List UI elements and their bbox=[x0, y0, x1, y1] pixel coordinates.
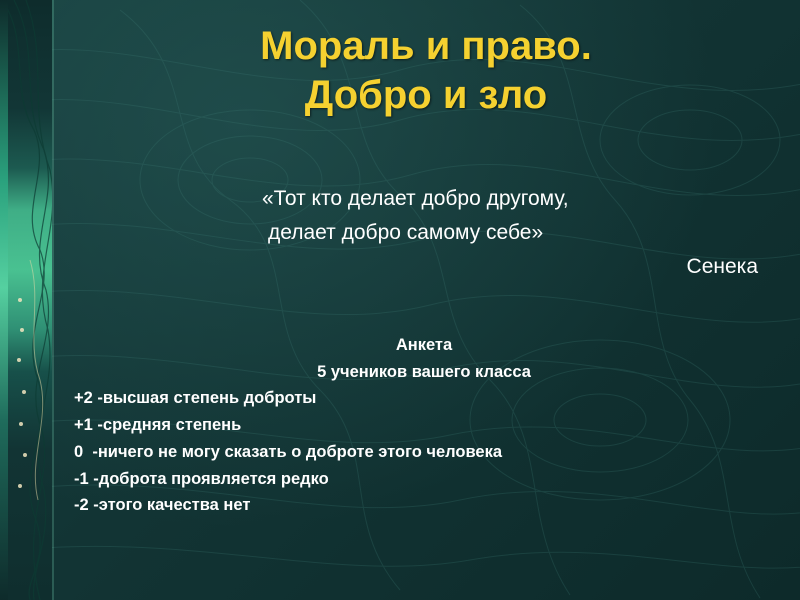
quote-line-1: «Тот кто делает добро другому, bbox=[262, 187, 569, 210]
survey-scale-item: +1 -средняя степень bbox=[74, 416, 242, 435]
survey-block bbox=[74, 332, 774, 519]
quote-block bbox=[262, 182, 782, 284]
survey-heading: Анкета bbox=[395, 336, 453, 354]
slide-title-line-1: Мораль и право. bbox=[260, 24, 592, 68]
survey-scale-item: 0 -ничего не могу сказать о доброте этого человека bbox=[74, 442, 503, 461]
decorative-left-band bbox=[0, 0, 52, 600]
survey-subheading: 5 учеников вашего класса bbox=[317, 362, 531, 381]
left-band-accent-stripe bbox=[0, 0, 8, 600]
slide-title bbox=[52, 22, 800, 120]
slide-content bbox=[52, 0, 800, 600]
survey-scale-item: -1 -доброта проявляется редко bbox=[74, 469, 329, 488]
survey-scale-item: -2 -этого качества нет bbox=[74, 496, 251, 515]
slide-title-line-2: Добро и зло bbox=[304, 72, 548, 117]
quote-line-2: делает добро самому себе» bbox=[268, 221, 544, 245]
survey-scale-item: +2 -высшая степень доброты bbox=[74, 389, 317, 408]
quote-author: Сенека bbox=[686, 255, 758, 279]
